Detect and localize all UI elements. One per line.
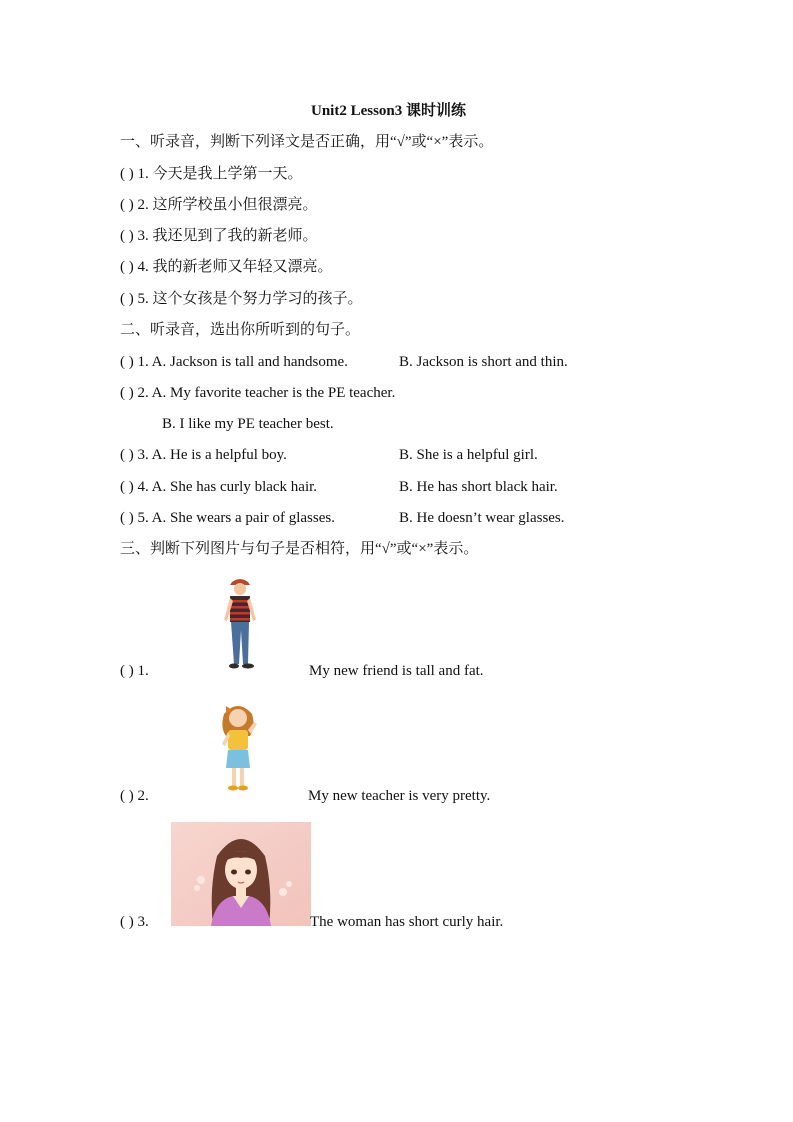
section3-sentence-1: My new friend is tall and fat. [309,663,484,679]
section2-item-5 [120,508,720,528]
section1-item-4 [120,257,333,277]
picture-girl [212,700,264,796]
answer-parentheses[interactable]: ( ) [120,259,134,275]
item-text: 这个女孩是个努力学习的孩子。 [152,291,363,307]
section2-item-1 [120,352,720,372]
answer-parentheses[interactable]: ( ) [120,663,134,679]
option-a: 3. A. He is a helpful boy. [137,447,287,463]
section1-item-3 [120,226,318,246]
answer-parentheses[interactable]: ( ) [120,510,134,526]
section3-item-2 [120,786,149,806]
answer-parentheses[interactable]: ( ) [120,197,134,213]
item-number: 4. [137,259,149,275]
answer-parentheses[interactable]: ( ) [120,788,134,804]
answer-parentheses[interactable]: ( ) [120,291,134,307]
option-b: B. He doesn’t wear glasses. [399,510,565,526]
option-a: 1. A. Jackson is tall and handsome. [137,354,348,370]
section3-sentence-2: My new teacher is very pretty. [308,788,491,804]
option-b: B. He has short black hair. [399,479,558,495]
section3-sentence-3: The woman has short curly hair. [310,914,504,930]
item-number: 3. [137,228,149,244]
item-text: 我还见到了我的新老师。 [152,228,318,244]
section2-item-4 [120,477,720,497]
answer-parentheses[interactable]: ( ) [120,385,134,401]
item-number: 2. [137,197,149,213]
section2-item-2 [120,383,395,403]
item-text: 今天是我上学第一天。 [152,166,303,182]
option-a: 4. A. She has curly black hair. [137,479,318,495]
option-a: 2. A. My favorite teacher is the PE teacher. [137,385,396,401]
option-b: B. Jackson is short and thin. [399,354,568,370]
section2-item-2-option-b: B. I like my PE teacher best. [162,416,334,432]
section1-item-2 [120,195,318,215]
answer-parentheses[interactable]: ( ) [120,479,134,495]
answer-parentheses[interactable]: ( ) [120,914,134,930]
section1-item-5 [120,289,363,309]
section1-heading: 一、听录音，判断下列译文是否正确，用“√”或“×”表示。 [120,134,494,150]
section3-item-1 [120,661,149,681]
option-a: 5. A. She wears a pair of glasses. [137,510,335,526]
answer-parentheses[interactable]: ( ) [120,166,134,182]
option-b: B. She is a helpful girl. [399,447,538,463]
item-number: 2. [137,788,149,804]
picture-woman [171,822,311,926]
section1-item-1 [120,164,303,184]
section3-item-3 [120,912,149,932]
section2-item-3 [120,445,720,465]
section2-heading: 二、听录音，选出你所听到的句子。 [120,322,361,338]
item-number: 5. [137,291,149,307]
item-text: 这所学校虽小但很漂亮。 [152,197,318,213]
answer-parentheses[interactable]: ( ) [120,447,134,463]
item-number: 3. [137,914,149,930]
item-number: 1. [137,663,149,679]
item-text: 我的新老师又年轻又漂亮。 [152,259,333,275]
answer-parentheses[interactable]: ( ) [120,228,134,244]
section3-heading: 三、判断下列图片与句子是否相符，用“√”或“×”表示。 [120,541,479,557]
answer-parentheses[interactable]: ( ) [120,354,134,370]
item-number: 1. [137,166,149,182]
picture-tall-boy [172,574,308,678]
page-title: Unit2 Lesson3 课时训练 [311,103,467,119]
